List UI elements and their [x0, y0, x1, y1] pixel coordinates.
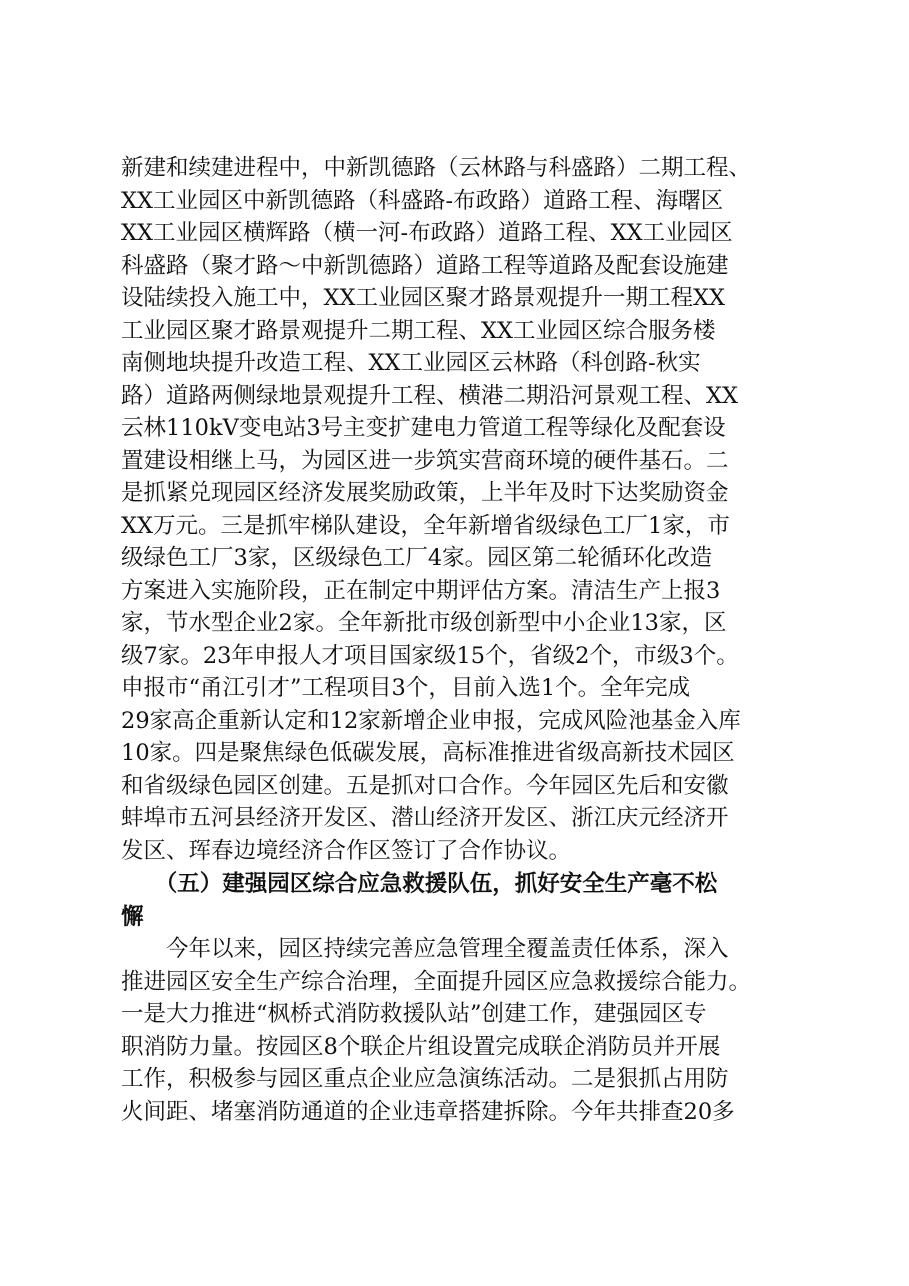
heading-line: 懈: [121, 903, 144, 930]
text-line: 科盛路（聚才路～中新凯德路）道路工程等道路及配套设施建: [121, 252, 729, 279]
text-line: 10家。四是聚焦绿色低碳发展，高标准推进省级高新技术园区: [121, 740, 735, 766]
body-paragraph-emergency-rescue: [121, 933, 801, 1128]
body-paragraph-park-construction: [121, 152, 801, 867]
text-line: 发区、珲春边境经济合作区签订了合作协议。: [121, 837, 572, 864]
text-line: 是抓紧兑现园区经济发展奖励政策，上半年及时下达奖励资金: [121, 480, 729, 506]
text-line: 和省级绿色园区创建。五是抓对口合作。今年园区先后和安徽: [121, 772, 729, 799]
text-line: 南侧地块提升改造工程、XX工业园区云林路（科创路-秋实: [121, 350, 701, 376]
text-line: 家，节水型企业2家。全年新批市级创新型中小企业13家，区: [121, 610, 727, 636]
text-line: 推进园区安全生产综合治理，全面提升园区应急救援综合能力。: [121, 968, 752, 995]
text-line: 级7家。23年申报人才项目国家级15个，省级2个，市级3个。: [121, 642, 739, 669]
text-line: 一是大力推进“枫桥式消防救援队站”创建工作，建强园区专: [121, 1001, 707, 1027]
text-line: 蚌埠市五河县经济开发区、潜山经济开发区、浙江庆元经济开: [121, 805, 729, 831]
text-line: 级绿色工厂3家，区级绿色工厂4家。园区第二轮循环化改造: [121, 545, 713, 571]
text-line: 路）道路两侧绿地景观提升工程、横港二期沿河景观工程、XX: [121, 382, 739, 409]
text-line: XX万元。三是抓牢梯队建设，全年新增省级绿色工厂1家，市: [121, 512, 730, 539]
text-line: 云林110kV变电站3号主变扩建电力管道工程等绿化及配套设: [121, 415, 726, 441]
text-line: 今年以来，园区持续完善应急管理全覆盖责任体系，深入: [121, 936, 729, 962]
text-line: 申报市“甬江引才”工程项目3个，目前入选1个。全年完成: [121, 675, 691, 701]
text-line: 设陆续投入施工中，XX工业园区聚才路景观提升一期工程XX: [121, 285, 726, 311]
text-line: 工作，积极参与园区重点企业应急演练活动。二是狠抓占用防: [121, 1066, 729, 1092]
text-line: 新建和续建进程中，中新凯德路（云林路与科盛路）二期工程、: [121, 155, 752, 181]
text-line: 工业园区聚才路景观提升二期工程、XX工业园区综合服务楼: [121, 317, 716, 344]
section-heading-5: [121, 868, 801, 933]
text-line: 职消防力量。按园区8个联企片组设置完成联企消防员并开展: [121, 1033, 721, 1060]
heading-line: （五）建强园区综合应急救援队伍，抓好安全生产毫不松: [121, 871, 718, 897]
text-line: XX工业园区中新凯德路（科盛路-布政路）道路工程、海曙区: [121, 187, 724, 214]
text-line: 火间距、堵塞消防通道的企业违章搭建拆除。今年共排查20多: [121, 1098, 735, 1125]
text-line: 方案进入实施阶段，正在制定中期评估方案。清洁生产上报3: [121, 577, 721, 604]
text-line: 置建设相继上马，为园区进一步筑实营商环境的硬件基石。二: [121, 447, 729, 474]
text-line: 29家高企重新认定和12家新增企业申报，完成风险池基金入库: [121, 707, 741, 734]
text-line: XX工业园区横辉路（横一河-布政路）道路工程、XX工业园区: [121, 220, 733, 246]
